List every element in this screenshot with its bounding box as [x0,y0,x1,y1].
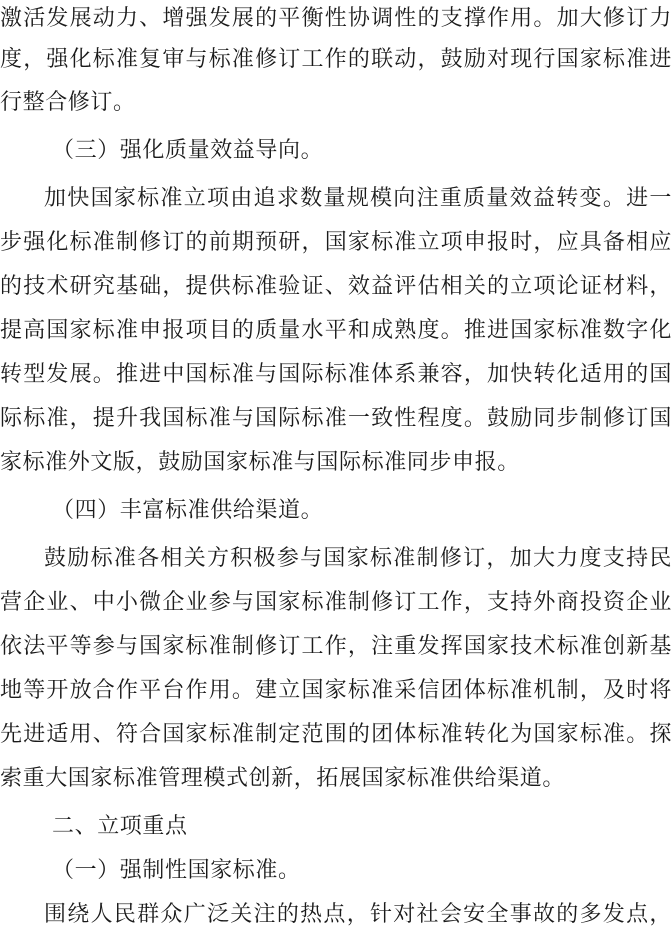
section-heading: （三）强化质量效益导向。 [52,138,324,163]
text-line: 围绕人民群众广泛关注的热点，针对社会安全事故的多发点， [44,902,672,927]
text-line: 转型发展。推进中国标准与国际标准体系兼容，加快转化适用的国 [0,362,672,387]
text-line: 先进适用、符合国家标准制定范围的团体标准转化为国家标准。探 [0,722,672,747]
section-heading: （四）丰富标准供给渠道。 [52,498,324,523]
section-heading: （一）强制性国家标准。 [52,858,301,883]
text-line: 激活发展动力、增强发展的平衡性协调性的支撑作用。加大修订力 [0,6,672,31]
text-line: 依法平等参与国家标准制修订工作，注重发挥国家技术标准创新基 [0,634,672,659]
text-line: 索重大国家标准管理模式创新，拓展国家标准供给渠道。 [0,766,566,791]
text-line: 家标准外文版，鼓励国家标准与国际标准同步申报。 [0,450,520,475]
text-line: 加快国家标准立项由追求数量规模向注重质量效益转变。进一 [44,186,672,211]
text-line: 营企业、中小微企业参与国家标准制修订工作，支持外商投资企业 [0,590,672,615]
text-line: 行整合修订。 [0,90,136,115]
text-line: 地等开放合作平台作用。建立国家标准采信团体标准机制，及时将 [0,678,672,703]
text-line: 度，强化标准复审与标准修订工作的联动，鼓励对现行国家标准进 [0,47,672,72]
text-line: 的技术研究基础，提供标准验证、效益评估相关的立项论证材料， [0,274,672,299]
chapter-heading: 二、立项重点 [52,814,188,839]
text-line: 际标准，提升我国标准与国际标准一致性程度。鼓励同步制修订国 [0,406,672,431]
text-line: 提高国家标准申报项目的质量水平和成熟度。推进国家标准数字化 [0,318,672,343]
text-line: 鼓励标准各相关方积极参与国家标准制修订，加大力度支持民 [44,546,672,571]
text-line: 步强化标准制修订的前期预研，国家标准立项申报时，应具备相应 [0,230,672,255]
